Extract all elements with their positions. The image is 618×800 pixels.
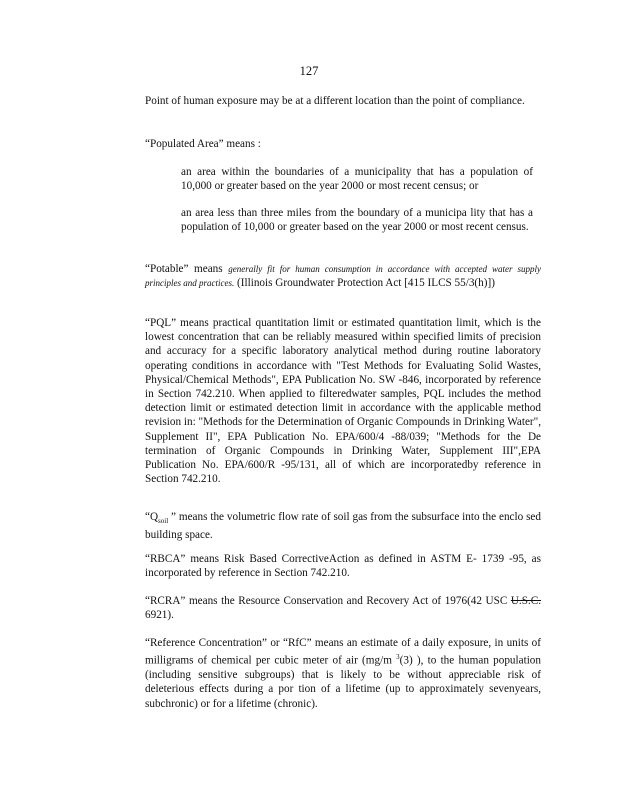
cubed-superscript: 3 [396, 653, 400, 662]
potable-citation: (Illinois Groundwater Protection Act [415 ILCS 55/3(h)]) [234, 277, 495, 290]
page-number: 127 [299, 64, 319, 78]
paragraph-populated-area-definition: “Populated Area” means : [145, 138, 261, 150]
paragraph-reference-concentration-definition: “Reference Concentration” or “RfC” means an estimate of a daily exposure, in units of milligrams of chemical per cubic meter of air (mg/m $^3$(3) ), to the human population (including sensitive subgroups) that is likely to be without appreciable risk of deleterious effects during a por tion of a lifetime (up to approximately sevenyears, subchronic) or for a lifetime (chronic). [145, 637, 541, 710]
paragraph-potable-definition [145, 262, 541, 290]
paragraph-populated-area-item-1: an area within the boundaries of a municipality that has a population of 10,000 or greater based on the year 2000 or most recent census; or [181, 166, 533, 193]
potable-italic-quote: generally fit for human consumption in accordance with accepted water supply principles and practices. [145, 264, 541, 289]
paragraph-rcra-definition: “RCRA” means the Resource Conservation and Recovery Act of 1976(42 USC U.S.C. 6921). [145, 595, 541, 622]
paragraph-populated-area-item-2: an area less than three miles from the boundary of a municipa lity that has a population of 10,000 or greater based on the year 2000 or most recent census. [181, 207, 533, 234]
paragraph-q-soil-definition: “$Q_{soil}$ ” means the volumetric flow rate of soil gas from the subsurface into the enclo sed building space. [145, 511, 541, 542]
struck-text: U.S.C. [510, 595, 541, 607]
paragraph-pql-definition: “PQL” means practical quantitation limit or estimated quantitation limit, which is the lowest concentration that can be reliably measured within specified limits of precision and accuracy for a specific laboratory analytical method during routine laboratory operating conditions in accordance with "Test Methods for Evaluating Solid Wastes, Physical/Chemical Methods", EPA Publication No. SW -846, incorporated by reference in Section 742.210. When applied to filteredwater samples, PQL includes the method detection limit or estimated detection limit in accordance with the applicable method revision in: "Methods for the Determination of Organic Compounds in Drinking Water", Supplement II", EPA Publication No. EPA/600/4 -88/039; "Methods for the De termination of Organic Compounds in Drinking Water, Supplement III",EPA Publication No. EPA/600/R -95/131, all of which are incorporatedby reference in Section 742.210. [145, 317, 541, 486]
paragraph-exposure-point: Point of human exposure may be at a different location than the point of compliance. [145, 95, 525, 107]
soil-subscript: soil [158, 517, 169, 526]
potable-lead: “Potable” means [145, 263, 229, 275]
paragraph-rbca-definition: “RBCA” means Risk Based CorrectiveAction as defined in ASTM E- 1739 -95, as incorporated by reference in Section 742.210. [145, 553, 541, 580]
